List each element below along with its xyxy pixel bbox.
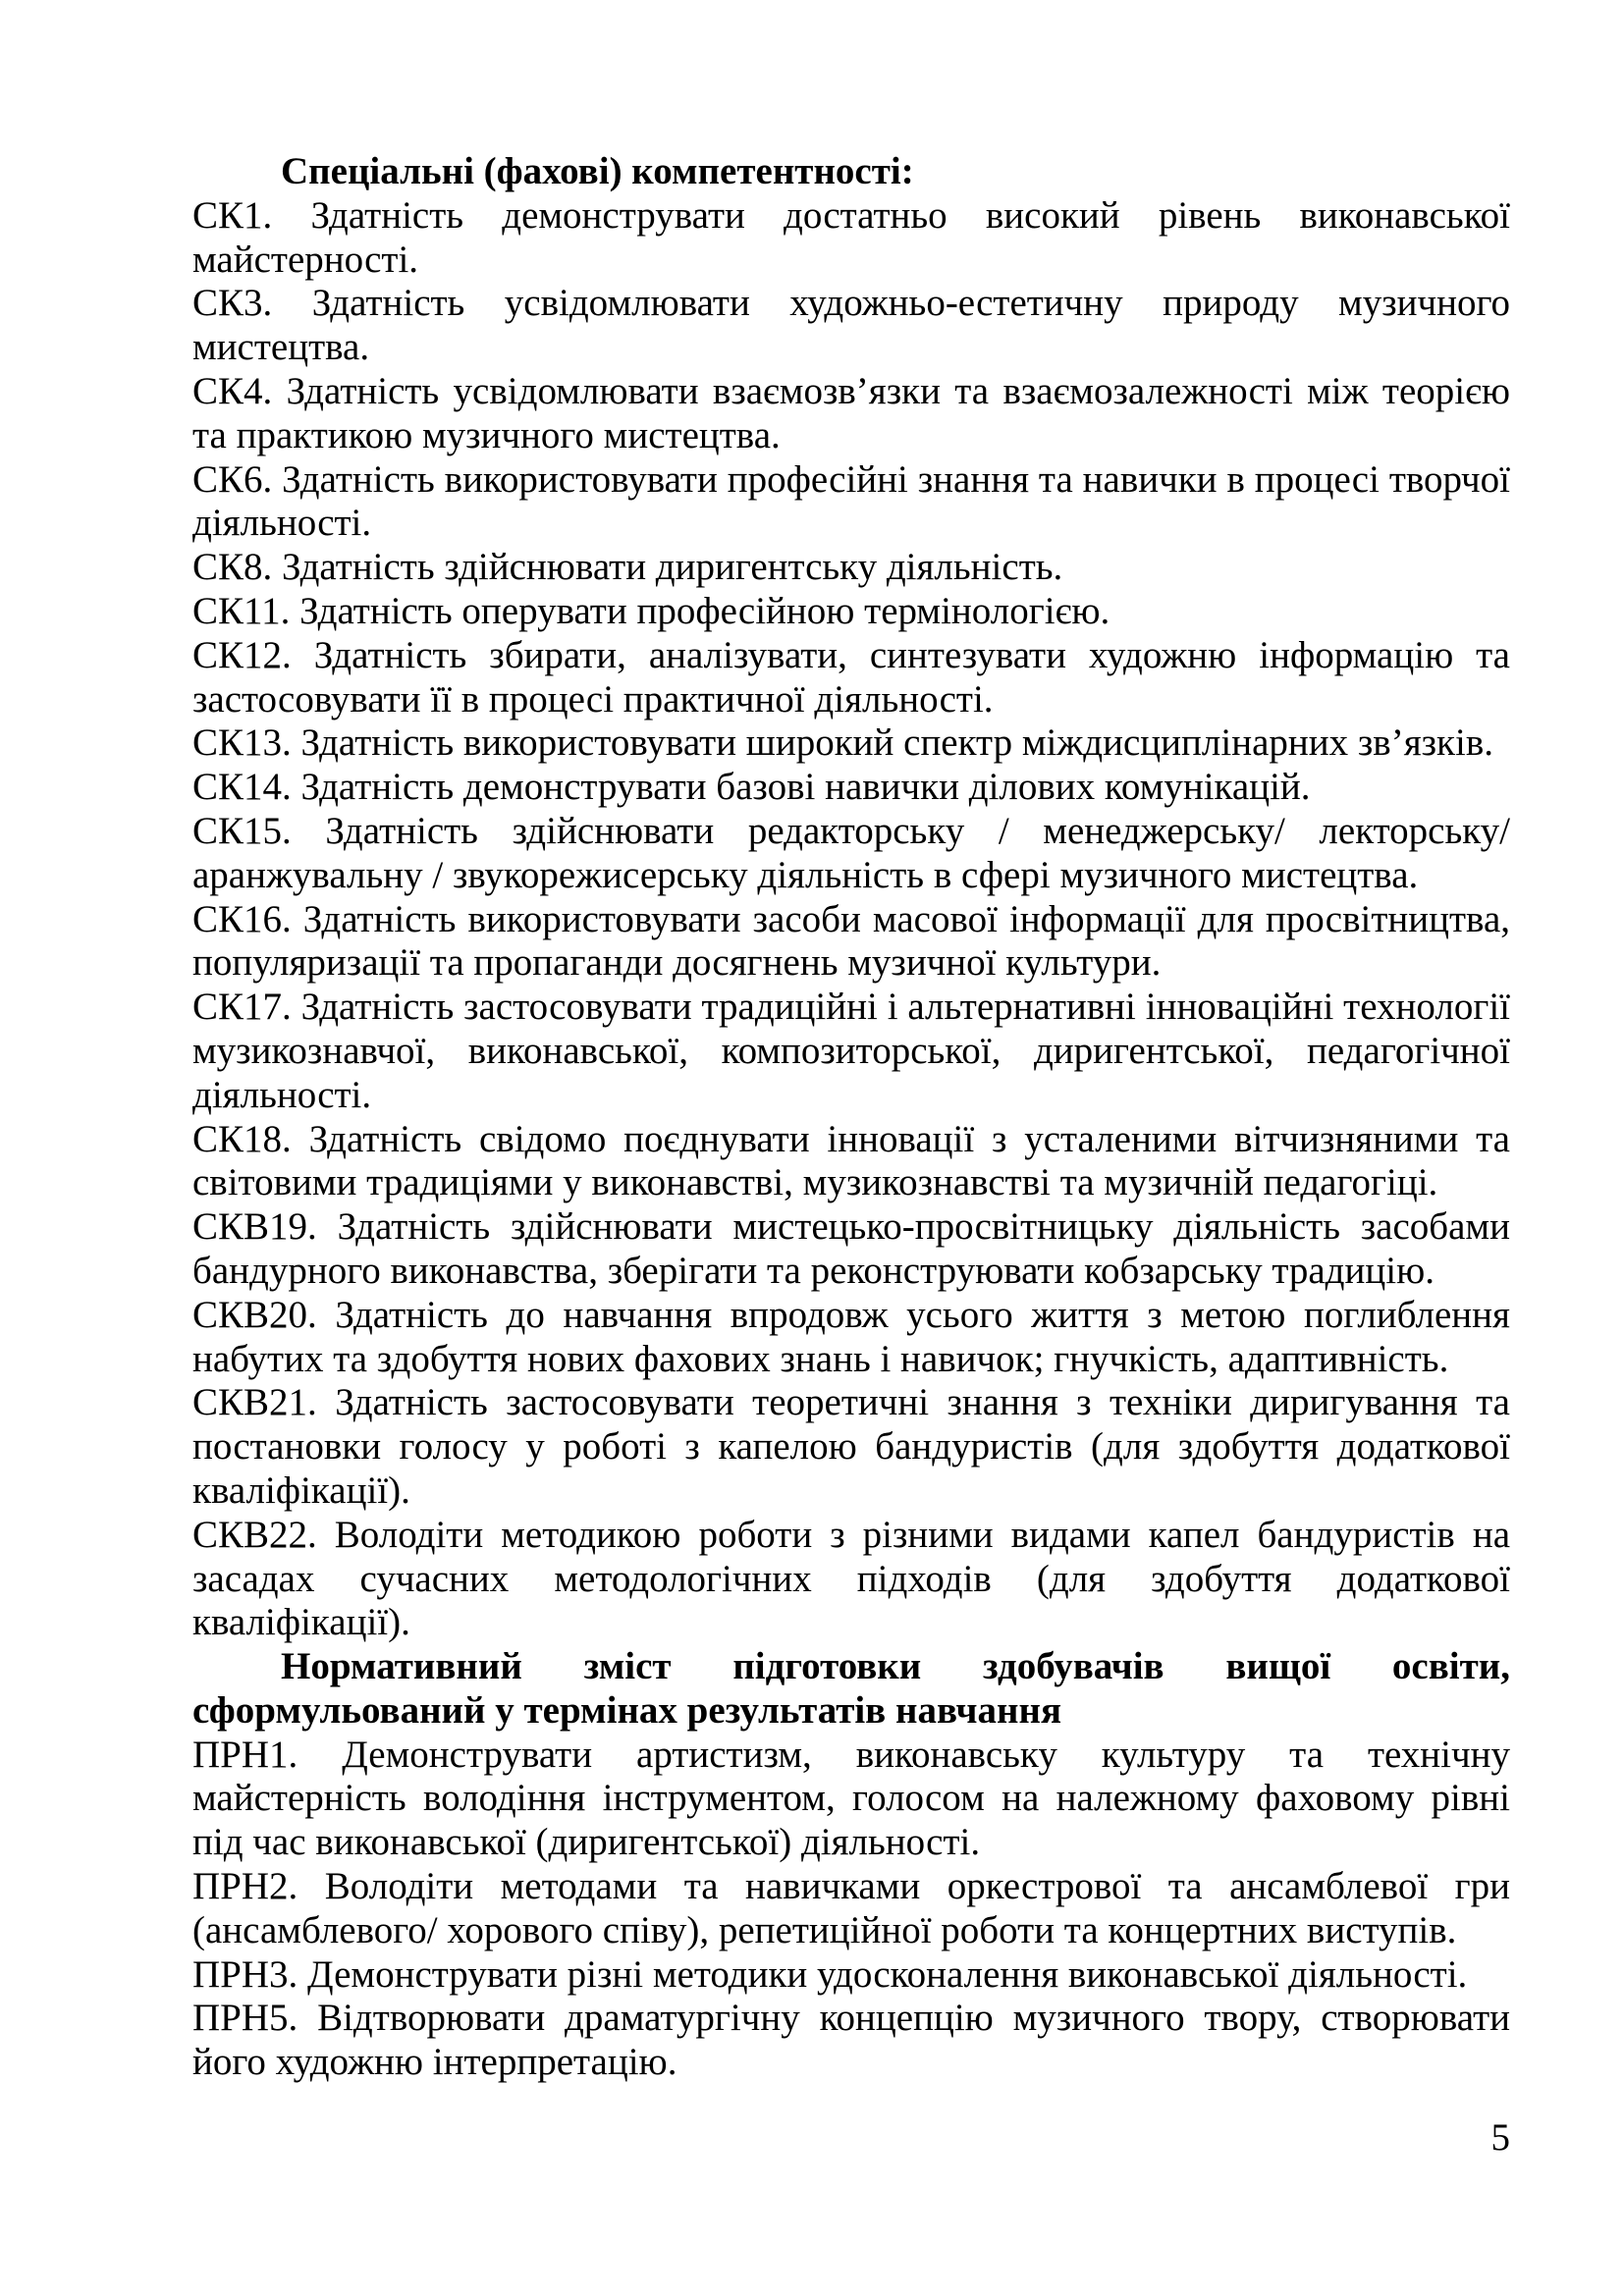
paragraph: ПРН5. Відтворювати драматургічну концепцію музичного твору, створювати його художню інтерпретацію.: [192, 1997, 1510, 2084]
paragraph: СК15. Здатність здійснювати редакторську / менеджерську/ лекторську/ аранжувальну / звукорежисерську діяльність в сфері музичного мистецтва.: [192, 809, 1510, 896]
paragraph: ПРН2. Володіти методами та навичками оркестрової та ансамблевої гри (ансамблевого/ хорового співу), репетиційної роботи та концертних виступів.: [192, 1865, 1510, 1951]
paragraph: СК13. Здатність використовувати широкий спектр міждисциплінарних зв’язків.: [192, 721, 1493, 765]
paragraph: СКВ22. Володіти методикою роботи з різними видами капел бандуристів на засадах сучасних методологічних підходів (для здобуття додаткової кваліфікації).: [192, 1513, 1510, 1644]
page-number: 5: [1490, 2116, 1510, 2159]
paragraph: СК8. Здатність здійснювати диригентську діяльність.: [192, 546, 1063, 589]
paragraph: СК1. Здатність демонструвати достатньо високий рівень виконавської майстерності.: [192, 193, 1510, 281]
section-heading: Спеціальні (фахові) компетентності:: [281, 150, 914, 192]
paragraph: СКВ19. Здатність здійснювати мистецько-просвітницьку діяльність засобами бандурного виконавства, зберігати та реконструювати кобзарську традицію.: [192, 1205, 1510, 1292]
paragraph: ПРН3. Демонструвати різні методики удосконалення виконавської діяльності.: [192, 1952, 1468, 1996]
paragraph: СК18. Здатність свідомо поєднувати інновації з усталеними вітчизняними та світовими традиціями у виконавстві, музикознавстві та музичній педагогіці.: [192, 1117, 1510, 1204]
paragraph: СКВ20. Здатність до навчання впродовж усього життя з метою поглиблення набутих та здобуття нових фахових знань і навичок; гнучкість, адаптивність.: [192, 1293, 1510, 1380]
paragraph: ПРН1. Демонструвати артистизм, виконавську культуру та технічну майстерність володіння інструментом, голосом на належному фаховому рівні під час виконавської (диригентської) діяльності.: [192, 1733, 1510, 1864]
paragraph: СК11. Здатність оперувати професійною термінологією.: [192, 589, 1110, 632]
section-heading: Нормативний зміст підготовки здобувачів вищої освіти, сформульований у термінах результатів навчання: [192, 1645, 1510, 1732]
paragraph: СК6. Здатність використовувати професійні знання та навички в процесі творчої діяльності.: [192, 457, 1510, 545]
paragraph: СК14. Здатність демонструвати базові навички ділових комунікацій.: [192, 766, 1311, 809]
paragraph: СК16. Здатність використовувати засоби масової інформації для просвітництва, популяризації та пропаганди досягнень музичної культури.: [192, 897, 1510, 985]
paragraph: СК4. Здатність усвідомлювати взаємозв’язки та взаємозалежності між теорією та практикою музичного мистецтва.: [192, 369, 1510, 456]
paragraph: СК3. Здатність усвідомлювати художньо-естетичну природу музичного мистецтва.: [192, 282, 1510, 369]
paragraph: СКВ21. Здатність застосовувати теоретичні знання з техніки диригування та постановки голосу у роботі з капелою бандуристів (для здобуття додаткової кваліфікації).: [192, 1381, 1510, 1512]
document-body: [192, 150, 1510, 2085]
paragraph: СК12. Здатність збирати, аналізувати, синтезувати художню інформацію та застосовувати її в процесі практичної діяльності.: [192, 633, 1510, 721]
paragraph: СК17. Здатність застосовувати традиційні і альтернативні інноваційні технології музикознавчої, виконавської, композиторської, диригентської, педагогічної діяльності.: [192, 986, 1510, 1116]
